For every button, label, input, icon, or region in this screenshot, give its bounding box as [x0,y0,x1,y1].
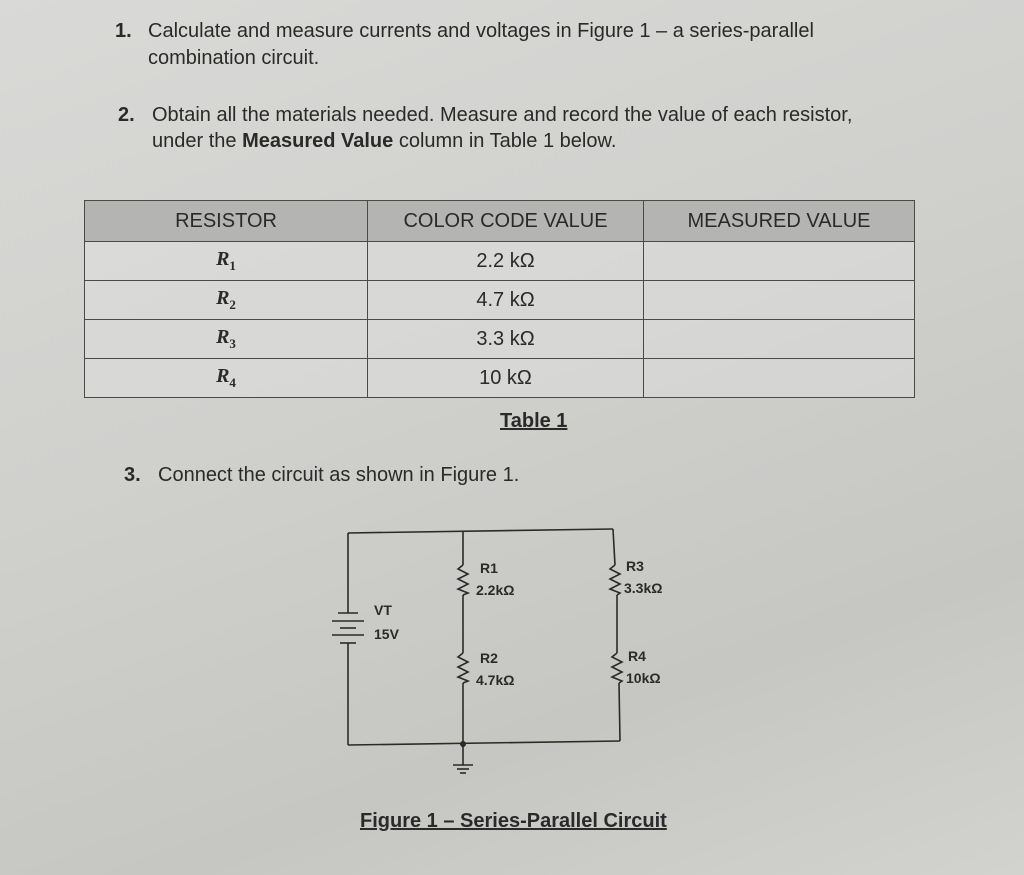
resistor-name: $R_2$ [85,281,368,320]
column-header-color-code: COLOR CODE VALUE [368,201,644,242]
color-code-value: 4.7 kΩ [368,281,644,320]
step-text-line2: under the Measured Value column in Table 1 below. [152,130,617,152]
r2-value: 4.7kΩ [476,672,515,688]
r3-label: R3 [626,558,644,574]
ground-icon [453,765,473,773]
step-text-line1: Obtain all the materials needed. Measure and record the value of each resistor, [152,104,853,126]
r1-value: 2.2kΩ [476,582,515,598]
r3-value: 3.3kΩ [624,580,663,596]
resistor-table [84,200,915,398]
measured-value-cell [644,320,915,359]
r2-label: R2 [480,650,498,666]
measured-value-emphasis: Measured Value [242,130,394,152]
column-header-measured: MEASURED VALUE [644,201,915,242]
color-code-value: 2.2 kΩ [368,242,644,281]
resistor-name: $R_1$ [85,242,368,281]
step-2 [118,102,938,158]
resistor-r2-icon [458,653,468,683]
resistor-name: $R_3$ [85,320,368,359]
step-text-line2: combination circuit. [148,47,320,69]
step-text-line1: Calculate and measure currents and voltages in Figure 1 – a series-parallel [148,20,814,42]
table-caption: Table 1 [500,410,568,432]
measured-value-cell [644,359,915,398]
battery-icon [332,613,364,643]
measured-value-cell [644,281,915,320]
step-text-line1: Connect the circuit as shown in Figure 1. [158,464,520,486]
step-number: 1. [115,20,132,42]
column-header-resistor: RESISTOR [85,201,368,242]
source-value: 15V [374,626,399,642]
junction-dot [460,741,466,747]
r1-label: R1 [480,560,498,576]
r4-value: 10kΩ [626,670,661,686]
r4-label: R4 [628,648,646,664]
source-label: VT [374,602,392,618]
table-row [85,359,915,398]
resistor-name: $R_4$ [85,359,368,398]
bottom-wire [348,741,620,745]
resistor-r1-icon [458,565,468,595]
step-3 [124,462,724,490]
figure-caption: Figure 1 – Series-Parallel Circuit [360,810,667,832]
table-row [85,242,915,281]
step-number: 3. [124,464,141,486]
top-wire [348,529,613,533]
measured-value-cell [644,242,915,281]
resistor-r3-icon [610,565,620,595]
table-row [85,281,915,320]
step-number: 2. [118,104,135,126]
color-code-value: 10 kΩ [368,359,644,398]
color-code-value: 3.3 kΩ [368,320,644,359]
resistor-r4-icon [612,653,622,683]
circuit-diagram [330,515,690,785]
table-header-row [85,201,915,242]
step-1 [115,18,915,74]
table-row [85,320,915,359]
